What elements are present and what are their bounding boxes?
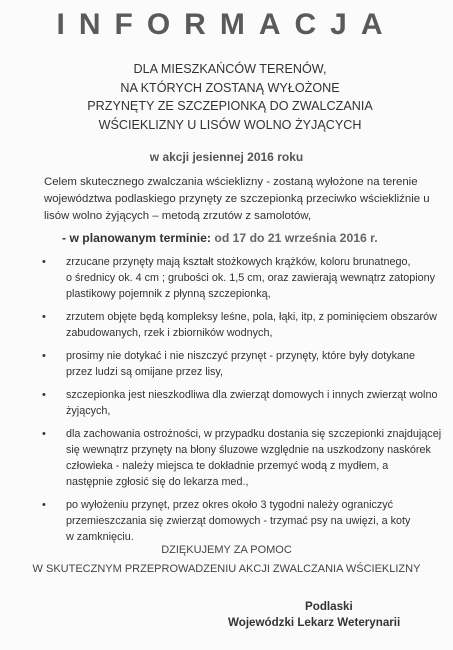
planned-term (62, 231, 378, 245)
header-line: NA KTÓRYCH ZOSTANĄ WYŁOŻONE (120, 80, 340, 95)
list-item: • zrzutem objęte będą kompleksy leśne, pola, łąki, itp, z pominięciem obszarów zabudowanych, rzek i zbiorników wodnych, (42, 311, 437, 339)
bullet-icon: • (42, 499, 46, 511)
header-line: PRZYNĘTY ZE SZCZEPIONKĄ DO ZWALCZANIA (87, 99, 373, 114)
header-line: WŚCIEKLIZNY U LISÓW WOLNO ŻYJĄCYCH (98, 117, 362, 132)
signature-line-2: Wojewódzki Lekarz Weterynarii (228, 616, 401, 629)
signature-line-1: Podlaski (305, 600, 353, 613)
header-line: DLA MIESZKAŃCÓW TERENÓW, (133, 62, 327, 76)
bullet-icon: • (42, 389, 46, 401)
header-block (30, 60, 430, 134)
intro-line: województwa podlaskiego przynęty ze szczepionką przeciwko wściekliźnie u (44, 193, 430, 205)
campaign-line: w akcji jesiennej 2016 roku (149, 150, 304, 164)
intro-line: Celem skutecznego zwalczania wścieklizny - zostaną wyłożone na terenie (44, 176, 418, 188)
bullet-icon: • (42, 428, 46, 440)
list-item: • zrzucane przynęty mają kształt stożkowych krążków, koloru brunatnego, o średnicy ok. 4 cm ; grubości ok. 1,5 cm, oraz zawierają wewnątrz zatopiony plastikowy pojemnik z płynną szczepionką, (42, 256, 436, 300)
bullet-icon: • (42, 256, 46, 268)
bullet-list (38, 254, 440, 552)
bullet-icon: • (42, 350, 46, 362)
list-item: • dla zachowania ostrożności, w przypadku dostania się szczepionki znajdującej się wewnątrz przynęty na błony śluzowe względnie na uszkodzony naskórek człowieka - należy miejsca te dokładnie przemyć wodą z mydłem, a następnie zgłosić się do lekarza med., (42, 428, 442, 488)
intro-line: lisów wolno żyjących – metodą zrzutów z samolotów, (44, 210, 312, 222)
thanks-line: DZIĘKUJEMY ZA POMOC (161, 544, 292, 556)
thanks-subline: W SKUTECZNYM PRZEPROWADZENIU AKCJI ZWALCZANIA WŚCIEKLIZNY (32, 563, 421, 575)
document-title: INFORMACJA (56, 8, 397, 41)
term-dates: od 17 do 21 września 2016 r. (214, 231, 378, 245)
list-item: • po wyłożeniu przynęt, przez okres około 3 tygodni należy ograniczyć przemieszczania się zwierząt domowych - trzymać psy na uwięzi, a koty w zamknięciu. (42, 499, 411, 543)
term-prefix: - w planowanym terminie: (62, 231, 211, 245)
bullet-icon: • (42, 311, 46, 323)
list-item: • prosimy nie dotykać i nie niszczyć przynęt - przynęty, które były dotykane przez ludzi są omijane przez lisy, (42, 350, 416, 378)
intro-paragraph (44, 174, 438, 225)
list-item: • szczepionka jest nieszkodliwa dla zwierząt domowych i innych zwierząt wolno żyjących, (42, 389, 438, 417)
